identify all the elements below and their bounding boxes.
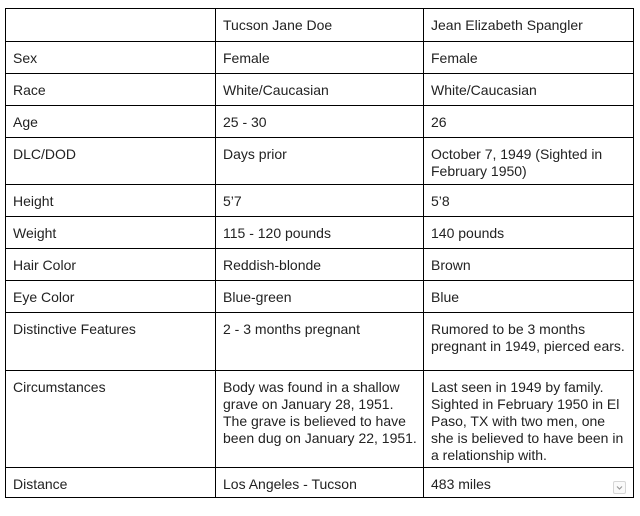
chevron-down-icon[interactable] bbox=[613, 481, 626, 494]
table-row bbox=[6, 106, 634, 138]
spangler-value: October 7, 1949 (Sighted in February 1950) bbox=[424, 138, 634, 185]
row-label: Circumstances bbox=[6, 371, 216, 468]
header-cell-empty bbox=[6, 9, 216, 42]
table-row bbox=[6, 468, 634, 498]
tucson-value: 115 - 120 pounds bbox=[216, 217, 424, 249]
header-cell-jean-spangler: Jean Elizabeth Spangler bbox=[424, 9, 634, 42]
row-label: Weight bbox=[6, 217, 216, 249]
row-label: Hair Color bbox=[6, 249, 216, 281]
tucson-value: Body was found in a shallow grave on January 28, 1951. The grave is believed to have been dug on January 22, 1951. bbox=[216, 371, 424, 468]
table-row bbox=[6, 42, 634, 74]
spangler-value: Last seen in 1949 by family. Sighted in February 1950 in El Paso, TX with two men, one she is believed to have been in a relationship with. bbox=[424, 371, 634, 468]
tucson-value: 5’7 bbox=[216, 185, 424, 217]
tucson-value: Days prior bbox=[216, 138, 424, 185]
tucson-value: Blue-green bbox=[216, 281, 424, 313]
spangler-value: 26 bbox=[424, 106, 634, 138]
table-row bbox=[6, 313, 634, 371]
row-label: Age bbox=[6, 106, 216, 138]
row-label: Eye Color bbox=[6, 281, 216, 313]
row-label: Race bbox=[6, 74, 216, 106]
spangler-value: 140 pounds bbox=[424, 217, 634, 249]
row-label: DLC/DOD bbox=[6, 138, 216, 185]
row-label: Distance bbox=[6, 468, 216, 498]
comparison-table bbox=[5, 8, 634, 498]
row-label: Distinctive Features bbox=[6, 313, 216, 371]
tucson-value: Reddish-blonde bbox=[216, 249, 424, 281]
spangler-value: White/Caucasian bbox=[424, 74, 634, 106]
tucson-value: White/Caucasian bbox=[216, 74, 424, 106]
table-row bbox=[6, 249, 634, 281]
spangler-value: Blue bbox=[424, 281, 634, 313]
tucson-value: Female bbox=[216, 42, 424, 74]
table-header-row bbox=[6, 9, 634, 42]
table-row bbox=[6, 371, 634, 468]
table-row bbox=[6, 217, 634, 249]
table-row bbox=[6, 281, 634, 313]
cell-wrap bbox=[431, 476, 627, 493]
header-cell-tucson-jane-doe: Tucson Jane Doe bbox=[216, 9, 424, 42]
spangler-value-cell bbox=[424, 468, 634, 498]
row-label: Sex bbox=[6, 42, 216, 74]
tucson-value: 25 - 30 bbox=[216, 106, 424, 138]
table-row bbox=[6, 185, 634, 217]
tucson-value: 2 - 3 months pregnant bbox=[216, 313, 424, 371]
spangler-value: 5’8 bbox=[424, 185, 634, 217]
spangler-value: Rumored to be 3 months pregnant in 1949, pierced ears. bbox=[424, 313, 634, 371]
spangler-value: Female bbox=[424, 42, 634, 74]
tucson-value: Los Angeles - Tucson bbox=[216, 468, 424, 498]
spangler-value: Brown bbox=[424, 249, 634, 281]
table-row bbox=[6, 74, 634, 106]
spangler-value: 483 miles bbox=[431, 476, 491, 492]
table-row bbox=[6, 138, 634, 185]
row-label: Height bbox=[6, 185, 216, 217]
